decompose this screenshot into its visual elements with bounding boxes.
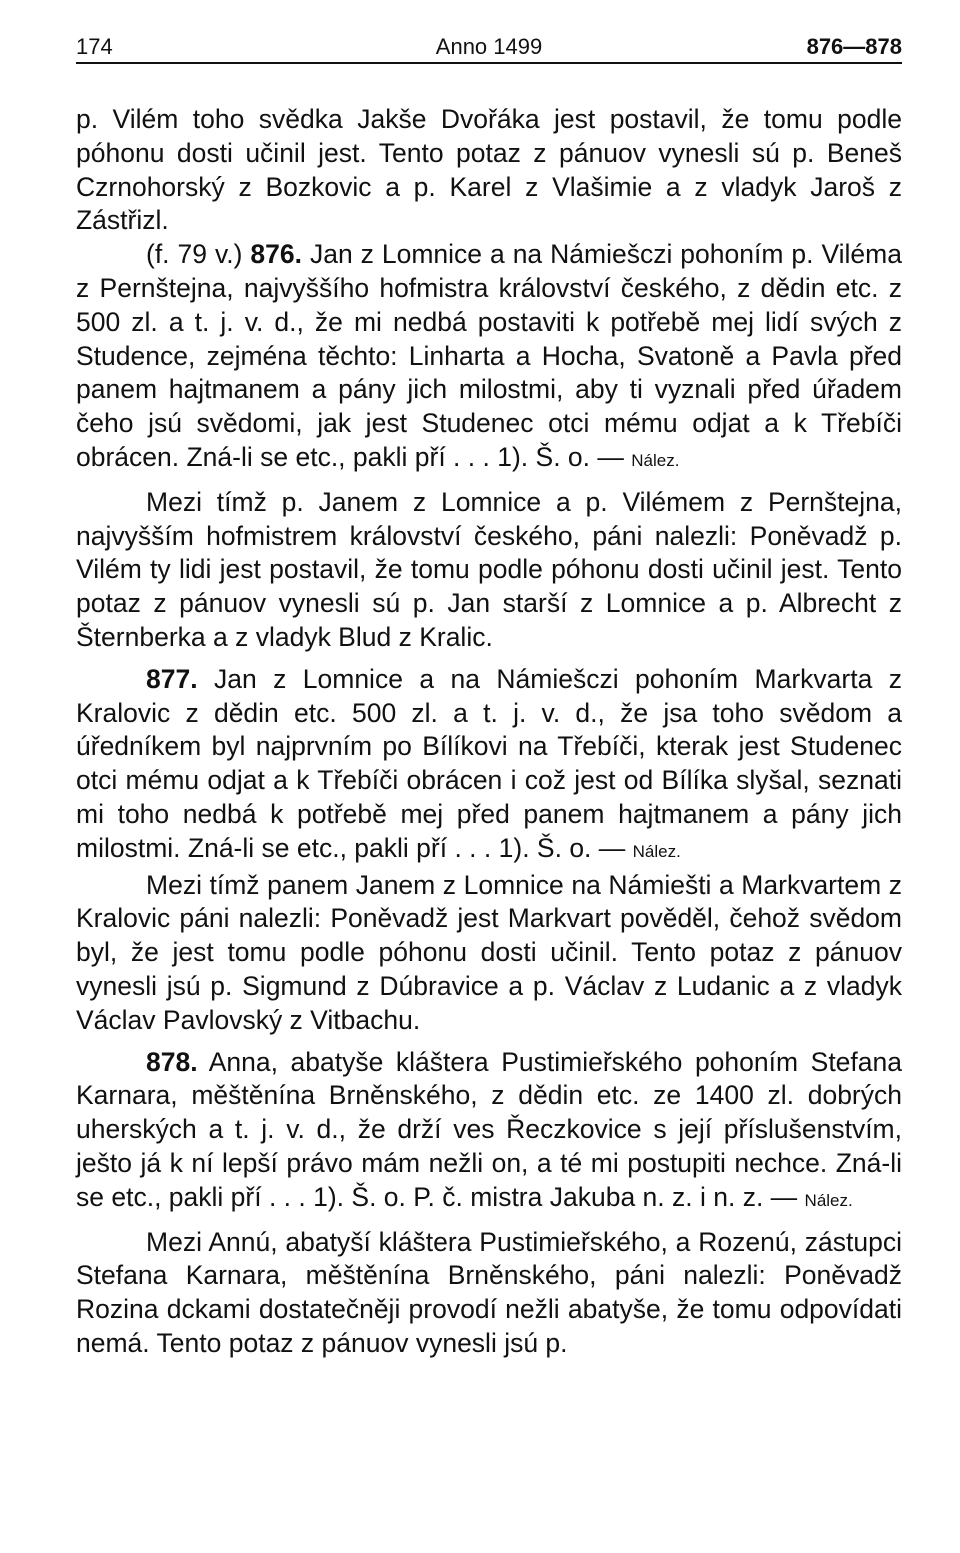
entry-878 [76,1046,902,1218]
entry-text: Anna, abatyše kláštera Pustimieřského pohoním Stefana Karnara, měštěnína Brněnského, z dědin etc. ze 1400 zl. dobrých uherských a t. j. v. d., že drží ves Řeczkovice s její příslušenstvím, ješto já k ní lepší právo mám nežli on, a té mi postupiti nechce. Zná-li se etc., pakli pří . . . 1). Š. o. P. č. mistra Jakuba n. z. i n. z. — [76,1046,902,1212]
verdict-878 [76,1226,902,1361]
paragraph-text: Mezi Annú, abatyší kláštera Pustimieřského, a Rozenú, zástupci Stefana Karnara, měštěnína Brněnského, páni nalezli: Poněvadž Rozina dckami dostatečněji provodí nežli abatyše, že tomu odpovídati nemá. Tento potaz z pánuov vynesli jsú p. [76,1226,902,1358]
entry-876 [76,238,902,478]
entry-877 [76,663,902,869]
folio-ref: (f. 79 v.) [146,239,243,270]
verdict-876 [76,486,902,655]
running-header [76,32,902,64]
entry-number: 876. [250,239,302,270]
verdict-label: Nález. [804,1190,853,1210]
entry-text: Jan z Lomnice a na Námiešczi pohoním Markvarta z Kralovic z dědin etc. 500 zl. a t. j. v. d., že jsa toho svědom a úředníkem byl najprvním po Bílíkovi na Třebíči, kterak jest Studenec otci mému odjat a k Třebíči obrácen i což jest od Bílíka slyšal, seznati mi toho nedbá k potřebě mej před panem hajtmanem a pány jich milostmi. Zná-li se etc., pakli pří . . . 1). Š. o. — [76,663,902,863]
entry-number: 877. [146,663,198,694]
verdict-label: Nález. [631,450,680,470]
page-number: 174 [76,34,113,59]
paragraph-text: Mezi tímž panem Janem z Lomnice na Námiešti a Markvartem z Kralovic páni nalezli: Poněvadž jest Markvart pověděl, čehož svědom byl, že jest tomu podle póhonu dosti učinil. Tento potaz z pánuov vynesli jsú p. Sigmund z Dúbravice a p. Václav z Ludanic a z vladyk Václav Pavlovský z Vitbachu. [76,869,902,1035]
running-title: Anno 1499 [435,34,543,59]
paragraph-1 [76,103,902,238]
paragraph-text: p. Vilém toho svědka Jakše Dvořáka jest postavil, že tomu podle póhonu dosti učinil jest. Tento potaz z pánuov vynesli sú p. Beneš Czrnohorský z Bozkovic a p. Karel z Vlašimie a z vladyk Jaroš z Zástřizl. [76,104,902,236]
verdict-label: Nález. [632,841,681,861]
entry-number: 878. [146,1046,198,1077]
verdict-877 [76,869,902,1038]
paragraph-text: Mezi tímž p. Janem z Lomnice a p. Vilémem z Pernštejna, najvyšším hofmistrem království českého, páni nalezli: Poněvadž p. Vilém ty lidi jest postavil, že tomu podle póhonu dosti učinil jest. Tento potaz z pánuov vynesli sú p. Jan starší z Lomnice a p. Albrecht z Šternberka a z vladyk Blud z Kralic. [76,486,902,652]
page-body [76,103,902,1361]
entry-range: 876—878 [806,34,902,59]
entry-text: Jan z Lomnice a na Námiešczi pohoním p. Viléma z Pernštejna, najvyššího hofmistra království českého, z dědin etc. z 500 zl. a t. j. v. d., že mi nedbá postaviti k potřebě mej lidí svých z Studence, zejména těchto: Linharta a Hocha, Svatoně a Pavla před panem hajtmanem a pány jich milostmi, aby ti vyznali před úřadem čeho jsú svědomi, jak jest Studenec otci mému odjat a k Třebíči obrácen. Zná-li se etc., pakli pří . . . 1). Š. o. — [76,239,902,472]
